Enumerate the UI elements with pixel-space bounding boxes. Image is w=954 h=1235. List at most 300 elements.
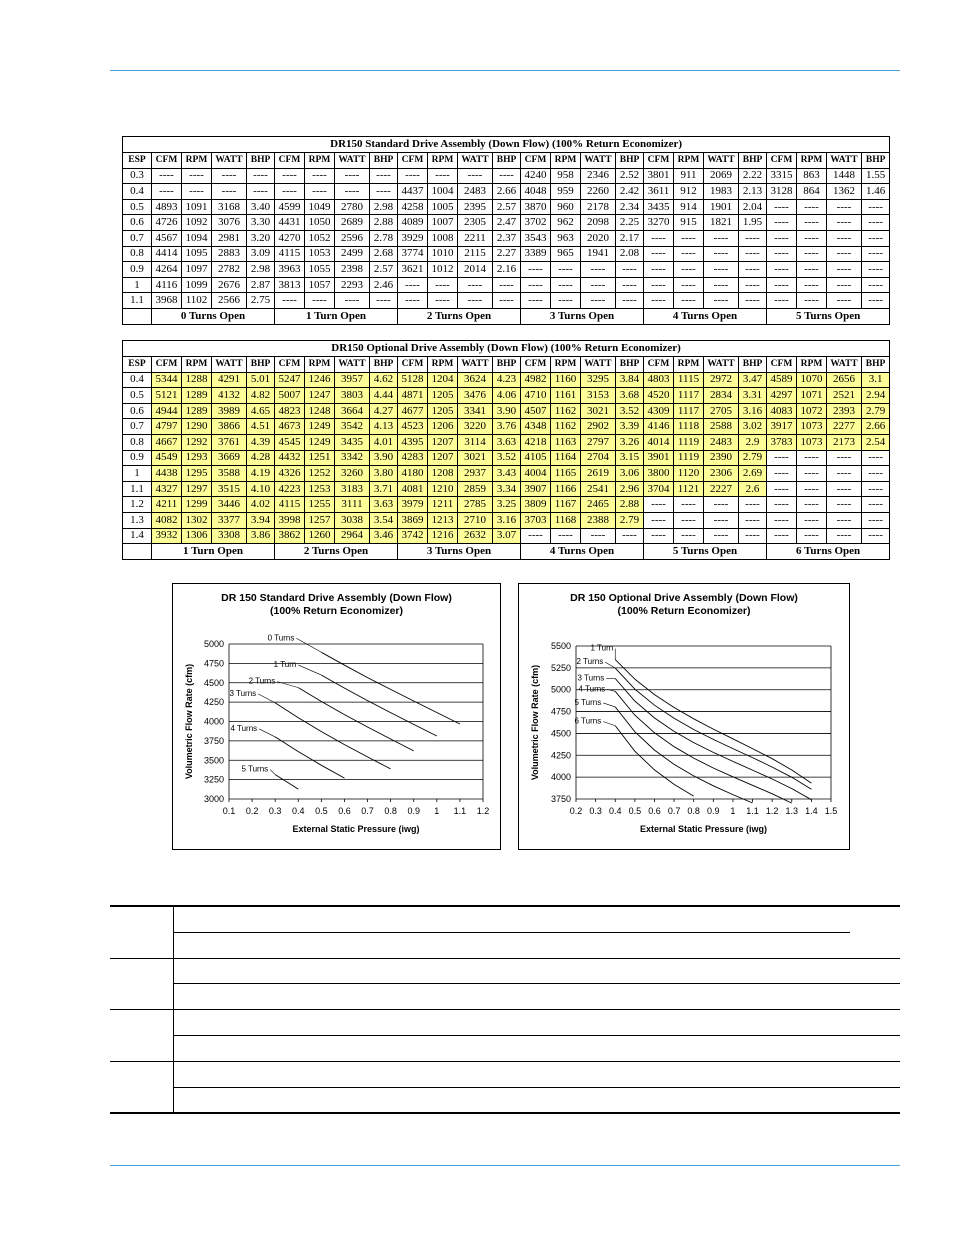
- table-cell: 2619: [581, 466, 616, 482]
- table-cell: 959: [551, 184, 581, 200]
- turns-open-label: 0 Turns Open: [152, 308, 275, 324]
- chart-title: DR 150 Optional Drive Assembly (Down Flow): [570, 592, 798, 604]
- table-cell: 4520: [644, 388, 674, 404]
- table-cell: 4673: [275, 419, 305, 435]
- empty-cell: [173, 958, 215, 984]
- table-cell: 1293: [182, 450, 212, 466]
- table-cell: 0.3: [123, 168, 152, 184]
- table-cell: 2.66: [862, 419, 890, 435]
- table-cell: 4432: [275, 450, 305, 466]
- table-cell: 1211: [428, 497, 458, 513]
- table-cell: 2.79: [862, 403, 890, 419]
- table-cell: ----: [739, 512, 767, 528]
- table-cell: 2.42: [616, 184, 644, 200]
- series-label: 1 Turn: [590, 643, 614, 653]
- empty-cell: [797, 1035, 850, 1061]
- table-cell: 4264: [152, 262, 182, 278]
- table-cell: 1.1: [123, 481, 152, 497]
- table-cell: 3783: [767, 434, 797, 450]
- table-cell: 4567: [152, 230, 182, 246]
- empty-cell: [257, 932, 295, 958]
- table-cell: 911: [674, 168, 704, 184]
- table-cell: 3389: [521, 246, 551, 262]
- empty-cell: [492, 1061, 564, 1087]
- table-cell: 1.46: [862, 184, 890, 200]
- table-cell: 4982: [521, 372, 551, 388]
- table-cell: 2465: [581, 497, 616, 513]
- column-header: WATT: [212, 153, 247, 169]
- empty-cell: [797, 984, 850, 1010]
- table-cell: 0.6: [123, 403, 152, 419]
- table-cell: 2.94: [862, 388, 890, 404]
- table-cell: 2.66: [493, 184, 521, 200]
- empty-cell: [173, 1010, 215, 1036]
- column-header: BHP: [247, 357, 275, 373]
- table-cell: 3295: [581, 372, 616, 388]
- table-cell: 4132: [212, 388, 247, 404]
- series-label-leader: [298, 665, 321, 675]
- table-cell: 4048: [521, 184, 551, 200]
- table-cell: 3809: [521, 497, 551, 513]
- chart-title: DR 150 Standard Drive Assembly (Down Flow): [221, 592, 452, 604]
- turns-open-label: 2 Turns Open: [398, 308, 521, 324]
- table-cell: 1073: [797, 419, 827, 435]
- table-cell: 3702: [521, 215, 551, 231]
- x-tick-label: 1.3: [785, 806, 799, 816]
- y-tick-label: 5500: [550, 641, 571, 651]
- table-cell: 1164: [551, 450, 581, 466]
- table-cell: 3998: [275, 512, 305, 528]
- table-cell: 3308: [212, 528, 247, 544]
- turns-open-label: 4 Turns Open: [644, 308, 767, 324]
- table-cell: ----: [704, 497, 739, 513]
- table-cell: 1053: [305, 246, 335, 262]
- series-line: [275, 737, 344, 778]
- table-cell: 2.46: [370, 277, 398, 293]
- table-cell: 1008: [428, 230, 458, 246]
- table-cell: 4.13: [370, 419, 398, 435]
- empty-cell: [383, 1087, 492, 1113]
- column-header: RPM: [797, 153, 827, 169]
- turns-open-label: 3 Turns Open: [521, 308, 644, 324]
- empty-cell: [295, 1061, 333, 1087]
- table-cell: 1119: [674, 450, 704, 466]
- table-cell: 3446: [212, 497, 247, 513]
- x-tick-label: 0.8: [687, 806, 700, 816]
- table-cell: 3968: [152, 293, 182, 309]
- empty-cell: [257, 1087, 295, 1113]
- empty-cell: [110, 932, 173, 958]
- table-cell: 864: [797, 184, 827, 200]
- table-cell: ----: [428, 168, 458, 184]
- table-cell: ----: [862, 262, 890, 278]
- column-header: RPM: [551, 153, 581, 169]
- empty-cell: [257, 1010, 295, 1036]
- empty-cell: [850, 1035, 900, 1061]
- table-cell: 2902: [581, 419, 616, 435]
- table-cell: ----: [797, 230, 827, 246]
- table-cell: 3153: [581, 388, 616, 404]
- table-cell: 0.9: [123, 450, 152, 466]
- table-cell: 1249: [305, 419, 335, 435]
- table-cell: 3183: [335, 481, 370, 497]
- table-cell: 1091: [182, 199, 212, 215]
- y-tick-label: 4250: [550, 750, 571, 761]
- table-cell: ----: [182, 168, 212, 184]
- table-footer-row: [123, 308, 890, 324]
- table-header-row: [123, 357, 890, 373]
- empty-cell: [257, 958, 295, 984]
- table-cell: 1004: [428, 184, 458, 200]
- table-row: [123, 434, 890, 450]
- table-cell: 1983: [704, 184, 739, 200]
- table-cell: ----: [644, 497, 674, 513]
- table-cell: ----: [739, 277, 767, 293]
- empty-cell: [333, 1035, 383, 1061]
- optional-drive-table: [122, 340, 890, 560]
- table-cell: 3.63: [370, 497, 398, 513]
- table-cell: 2393: [827, 403, 862, 419]
- table-cell: 2797: [581, 434, 616, 450]
- table-cell: 3315: [767, 168, 797, 184]
- table-cell: ----: [644, 277, 674, 293]
- table-cell: 2588: [704, 419, 739, 435]
- empty-cell: [617, 932, 725, 958]
- table-cell: 3801: [644, 168, 674, 184]
- table-cell: 2834: [704, 388, 739, 404]
- table-cell: ----: [827, 277, 862, 293]
- series-label-leader: [296, 638, 321, 652]
- table-cell: ----: [644, 512, 674, 528]
- table-cell: 3870: [521, 199, 551, 215]
- column-header: BHP: [616, 153, 644, 169]
- table-cell: 1165: [551, 466, 581, 482]
- table-cell: 3.34: [493, 481, 521, 497]
- table-cell: 963: [551, 230, 581, 246]
- table-cell: 4014: [644, 434, 674, 450]
- table-cell: 1012: [428, 262, 458, 278]
- y-tick-label: 4500: [550, 728, 571, 739]
- empty-cell: [215, 932, 257, 958]
- series-label: 3 Turns: [577, 673, 605, 683]
- empty-cell: [850, 906, 900, 932]
- table-cell: ----: [521, 528, 551, 544]
- table-cell: 1120: [674, 466, 704, 482]
- empty-cell: [173, 1035, 215, 1061]
- table-cell: ----: [247, 184, 275, 200]
- table-cell: 863: [797, 168, 827, 184]
- table-cell: ----: [704, 293, 739, 309]
- empty-row: [110, 1061, 900, 1087]
- table-row: [123, 372, 890, 388]
- table-cell: ----: [704, 230, 739, 246]
- table-cell: 3704: [644, 481, 674, 497]
- empty-cell: [797, 1087, 850, 1113]
- empty-row: [110, 958, 900, 984]
- table-cell: 4.06: [493, 388, 521, 404]
- turns-open-label: 5 Turns Open: [767, 308, 890, 324]
- empty-cell: [850, 958, 900, 984]
- table-cell: 1161: [551, 388, 581, 404]
- column-header: BHP: [862, 357, 890, 373]
- table-cell: ----: [827, 528, 862, 544]
- table-cell: 3220: [458, 419, 493, 435]
- empty-cell: [564, 1087, 617, 1113]
- table-cell: 4348: [521, 419, 551, 435]
- table-row: [123, 450, 890, 466]
- table-cell: ----: [398, 293, 428, 309]
- empty-cell: [173, 1087, 215, 1113]
- table-cell: 3907: [521, 481, 551, 497]
- table-cell: ----: [767, 277, 797, 293]
- table-cell: ----: [644, 528, 674, 544]
- series-line: [275, 703, 390, 769]
- empty-cell: [617, 1010, 725, 1036]
- table-cell: 4431: [275, 215, 305, 231]
- table-cell: 2566: [212, 293, 247, 309]
- table-cell: ----: [551, 528, 581, 544]
- table-cell: 1168: [551, 512, 581, 528]
- table-cell: 2277: [827, 419, 862, 435]
- table-cell: 4823: [275, 403, 305, 419]
- table-cell: [123, 308, 152, 324]
- table-cell: 2676: [212, 277, 247, 293]
- table-cell: 4115: [275, 246, 305, 262]
- table-row: [123, 262, 890, 278]
- table-cell: 1162: [551, 419, 581, 435]
- column-header: WATT: [212, 357, 247, 373]
- table-cell: 1306: [182, 528, 212, 544]
- table-cell: 3021: [458, 450, 493, 466]
- empty-cell: [564, 932, 617, 958]
- x-tick-label: 0.4: [608, 806, 622, 816]
- table-cell: 1260: [305, 528, 335, 544]
- empty-cell: [725, 984, 797, 1010]
- table-cell: 1: [123, 277, 152, 293]
- table-cell: 5128: [398, 372, 428, 388]
- table-cell: ----: [458, 293, 493, 309]
- table-cell: 2964: [335, 528, 370, 544]
- table-cell: 2305: [458, 215, 493, 231]
- table-cell: 3917: [767, 419, 797, 435]
- table-cell: 1292: [182, 434, 212, 450]
- table-cell: 1448: [827, 168, 862, 184]
- table-cell: 914: [674, 199, 704, 215]
- empty-cell: [295, 1010, 333, 1036]
- table-cell: 4893: [152, 199, 182, 215]
- table-cell: ----: [458, 277, 493, 293]
- table-cell: 3.47: [739, 372, 767, 388]
- empty-cell: [110, 1035, 173, 1061]
- empty-row: [110, 1010, 900, 1036]
- column-header: BHP: [247, 153, 275, 169]
- table-cell: 2020: [581, 230, 616, 246]
- table-cell: 3260: [335, 466, 370, 482]
- table-cell: 3979: [398, 497, 428, 513]
- table-cell: 3.76: [493, 419, 521, 435]
- table-cell: ----: [862, 497, 890, 513]
- table-cell: 4115: [275, 497, 305, 513]
- table-cell: 3.40: [247, 199, 275, 215]
- table-cell: 1049: [305, 199, 335, 215]
- chart-subtitle: (100% Return Economizer): [617, 605, 751, 617]
- column-header: RPM: [551, 357, 581, 373]
- table-cell: 1901: [704, 199, 739, 215]
- table-cell: ----: [797, 512, 827, 528]
- table-cell: 4327: [152, 481, 182, 497]
- table-cell: ----: [616, 293, 644, 309]
- table-cell: ----: [827, 199, 862, 215]
- table-cell: 3435: [644, 199, 674, 215]
- empty-cell: [333, 1061, 383, 1087]
- table-cell: 2656: [827, 372, 862, 388]
- column-header: WATT: [581, 153, 616, 169]
- table-cell: ----: [767, 293, 797, 309]
- table-cell: ----: [827, 262, 862, 278]
- series-label-leader: [603, 722, 615, 726]
- table-cell: ----: [862, 293, 890, 309]
- empty-cell: [383, 984, 492, 1010]
- column-header: CFM: [152, 357, 182, 373]
- table-cell: 965: [551, 246, 581, 262]
- table-cell: ----: [767, 215, 797, 231]
- table-cell: ----: [335, 293, 370, 309]
- empty-cell: [564, 958, 617, 984]
- table-cell: 4211: [152, 497, 182, 513]
- table-cell: 1071: [797, 388, 827, 404]
- optional-drive-chart: [518, 583, 850, 850]
- table-row: [123, 293, 890, 309]
- empty-cell: [797, 958, 850, 984]
- table-cell: 1.95: [739, 215, 767, 231]
- table-cell: ----: [827, 481, 862, 497]
- table-cell: ----: [674, 512, 704, 528]
- column-header: WATT: [581, 357, 616, 373]
- empty-cell: [725, 932, 797, 958]
- table-cell: 1057: [305, 277, 335, 293]
- column-header: CFM: [275, 153, 305, 169]
- table-cell: 0.8: [123, 434, 152, 450]
- empty-cell: [295, 984, 333, 1010]
- y-tick-label: 5250: [550, 662, 571, 673]
- table-cell: 3021: [581, 403, 616, 419]
- x-tick-label: 0.2: [245, 806, 259, 816]
- table-cell: 1206: [428, 419, 458, 435]
- series-label: 5 Turns: [241, 764, 269, 774]
- table-cell: 3703: [521, 512, 551, 528]
- table-cell: 4326: [275, 466, 305, 482]
- empty-cell: [617, 906, 850, 932]
- table-row: [123, 403, 890, 419]
- column-header: BHP: [493, 357, 521, 373]
- table-cell: 1207: [428, 434, 458, 450]
- column-header: RPM: [305, 357, 335, 373]
- table-cell: 1290: [182, 419, 212, 435]
- table-cell: 4146: [644, 419, 674, 435]
- empty-cell: [110, 1061, 173, 1087]
- chart-subtitle: (100% Return Economizer): [269, 605, 404, 617]
- table-cell: 3.07: [493, 528, 521, 544]
- table-cell: 2346: [581, 168, 616, 184]
- table-cell: 3869: [398, 512, 428, 528]
- table-cell: ----: [182, 184, 212, 200]
- table-cell: 2705: [704, 403, 739, 419]
- table-cell: 2.79: [616, 512, 644, 528]
- table-cell: 1117: [674, 388, 704, 404]
- table-cell: ----: [862, 512, 890, 528]
- table-cell: 2780: [335, 199, 370, 215]
- table-cell: 1102: [182, 293, 212, 309]
- table-cell: 4.27: [370, 403, 398, 419]
- table-cell: ----: [305, 168, 335, 184]
- empty-cell: [617, 1061, 725, 1087]
- table-cell: 2.68: [370, 246, 398, 262]
- x-tick-label: 1: [434, 806, 440, 816]
- table-cell: 2.22: [739, 168, 767, 184]
- x-tick-label: 0.2: [569, 806, 583, 816]
- table-cell: ----: [551, 277, 581, 293]
- empty-cell: [257, 984, 295, 1010]
- table-cell: 2395: [458, 199, 493, 215]
- table-cell: ----: [704, 246, 739, 262]
- y-tick-label: 4500: [203, 677, 224, 688]
- table-cell: 2.98: [370, 199, 398, 215]
- table-row: [123, 246, 890, 262]
- table-cell: 3929: [398, 230, 428, 246]
- table-cell: ----: [767, 512, 797, 528]
- table-cell: ----: [767, 199, 797, 215]
- table-cell: ----: [458, 168, 493, 184]
- table-cell: 2.54: [862, 434, 890, 450]
- table-cell: 2541: [581, 481, 616, 497]
- table-cell: 1050: [305, 215, 335, 231]
- empty-cell: [110, 906, 173, 932]
- table-row: [123, 388, 890, 404]
- table-cell: 3.84: [616, 372, 644, 388]
- table-cell: 4507: [521, 403, 551, 419]
- table-cell: ----: [152, 168, 182, 184]
- table-cell: 2704: [581, 450, 616, 466]
- table-cell: ----: [797, 450, 827, 466]
- table-cell: 4437: [398, 184, 428, 200]
- table-cell: ----: [551, 293, 581, 309]
- table-cell: ----: [616, 528, 644, 544]
- series-label: 4 Turns: [578, 684, 606, 694]
- table-row: [123, 497, 890, 513]
- table-cell: ----: [862, 230, 890, 246]
- y-tick-label: 3750: [550, 794, 571, 804]
- empty-cell: [564, 1010, 617, 1036]
- top-rule: [110, 70, 900, 71]
- column-header: BHP: [493, 153, 521, 169]
- y-axis-label: Volumetric Flow Rate (cfm): [530, 664, 540, 781]
- table-cell: ----: [370, 184, 398, 200]
- table-cell: ----: [674, 497, 704, 513]
- table-cell: 2883: [212, 246, 247, 262]
- table-cell: 1204: [428, 372, 458, 388]
- table-cell: ----: [305, 184, 335, 200]
- table-cell: ----: [581, 528, 616, 544]
- empty-cell: [110, 1010, 173, 1036]
- table-header-row: [123, 153, 890, 169]
- table-cell: 3.1: [862, 372, 890, 388]
- table-cell: ----: [767, 262, 797, 278]
- table-cell: 3.68: [616, 388, 644, 404]
- column-header: BHP: [739, 153, 767, 169]
- empty-cell: [295, 932, 333, 958]
- table-cell: ----: [827, 512, 862, 528]
- table-cell: 958: [551, 168, 581, 184]
